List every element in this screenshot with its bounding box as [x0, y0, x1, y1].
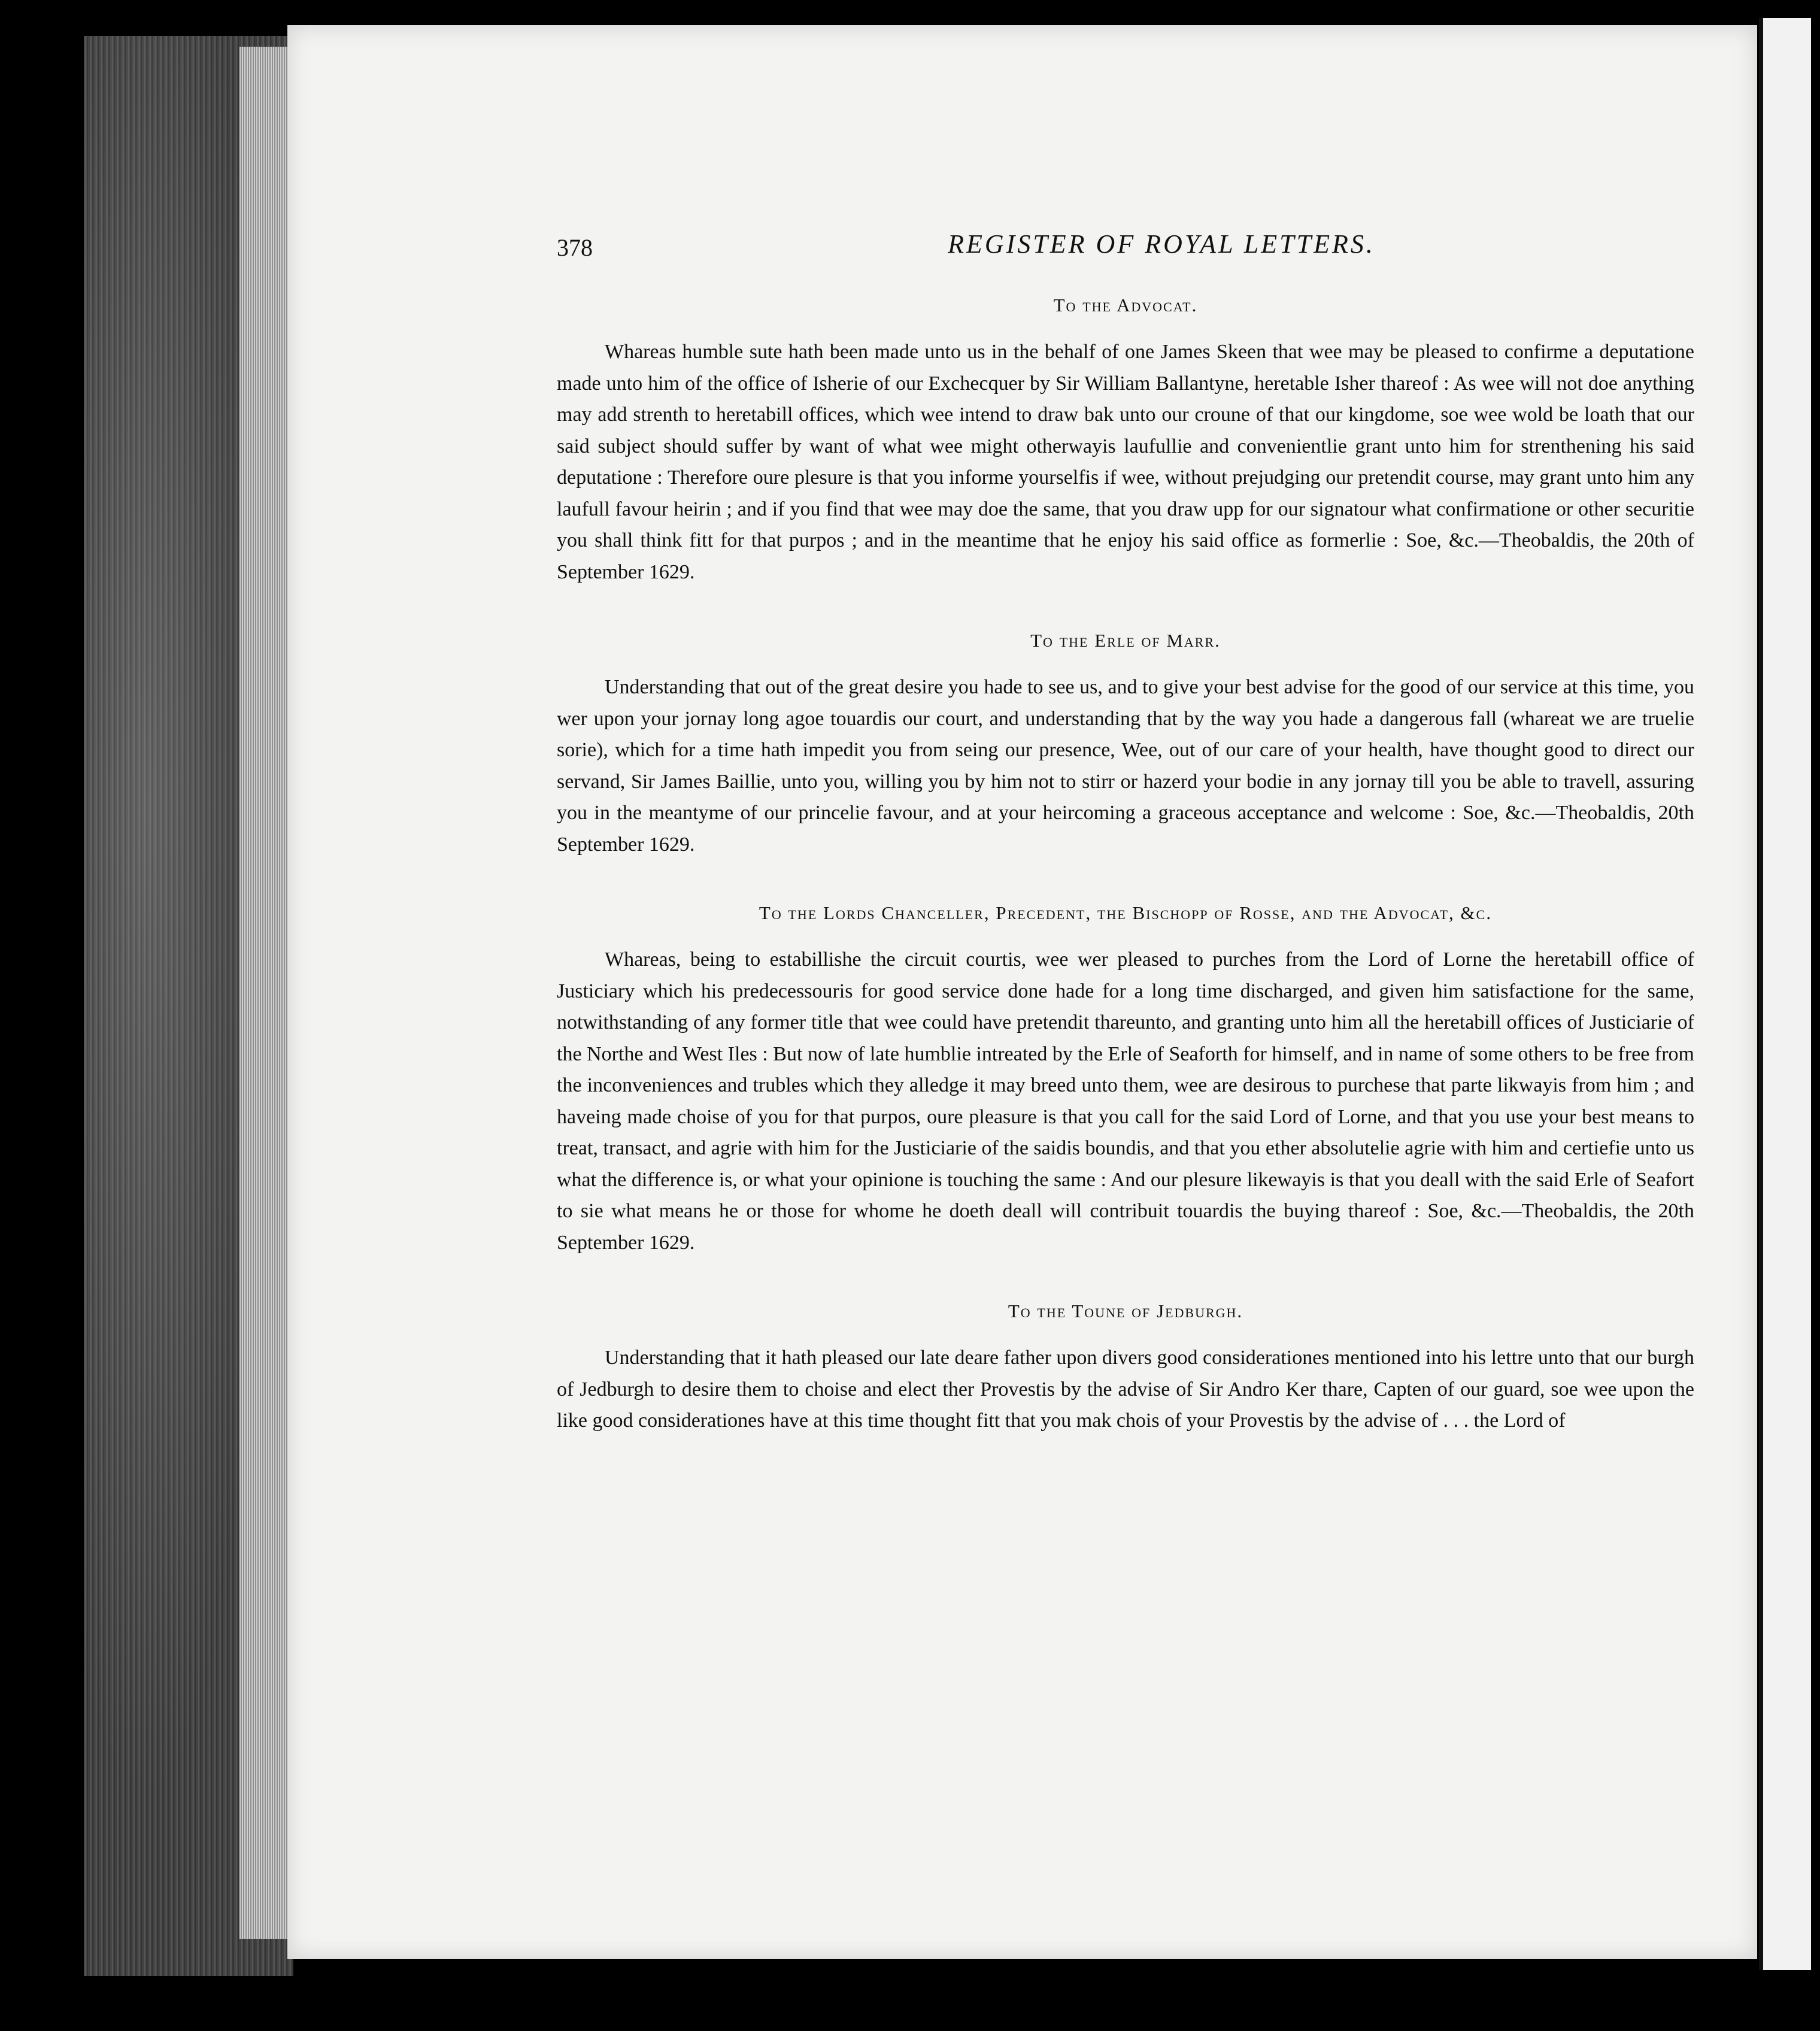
- printed-page: [287, 25, 1757, 1959]
- facing-page-sliver: [1763, 18, 1811, 1970]
- section-heading: To the Advocat.: [1053, 295, 1198, 316]
- section-paragraph: Whareas humble sute hath been made unto us in the behalf of one James Skeen that wee may be pleased to confirme a deputatione made unto him of the office of Isherie of our Exchecquer by Sir William Ballantyne, heretable Isher thareof : As wee will not doe anything may add strenth to heretabill offices, which wee intend to draw bak unto our croune of that our kingdome, soe wee wold be loath that our said subject should suffer by want of what wee might otherwayis laufullie and convenientlie grant unto him for strenthening his said deputatione : Therefore oure plesure is that you informe yourselfis if wee, without prejudging our pretendit course, may grant unto him any laufull favour heirin ; and if you find that wee may doe the same, that you draw upp for our signatour what confirmatione or other securitie you shall think fitt for that purpos ; and in the meantime that he enjoy his said office as formerlie : Soe, &c.—Theobaldis, the 20th of September 1629.: [557, 341, 1694, 583]
- section-heading: To the Toune of Jedburgh.: [1008, 1301, 1243, 1321]
- page-number: 378: [557, 234, 593, 261]
- letter-section: [557, 1301, 1694, 1437]
- section-paragraph: Understanding that out of the great desire you hade to see us, and to give your best advise for the good of our service at this time, you wer upon your jornay long agoe touardis our court, and understanding that by the way you hade a dangerous fall (whareat we are truelie sorie), which for a time hath impedit you from seing our presence, Wee, out of our care of your health, have thought good to direct our servand, Sir James Baillie, unto you, willing you by him not to stirr or hazerd your bodie in any jornay till you be able to travell, assuring you in the meantyme of our princelie favour, and at your heircoming a graceous acceptance and welcome : Soe, &c.—Theobaldis, 20th September 1629.: [557, 676, 1694, 856]
- page-text-block: [557, 229, 1694, 1437]
- section-heading: To the Lords Chanceller, Precedent, the Bischopp of Rosse, and the Advocat, &c.: [759, 902, 1493, 923]
- letter-section: [557, 630, 1694, 860]
- running-head: [557, 229, 1694, 277]
- section-paragraph: Whareas, being to estabillishe the circuit courtis, wee wer pleased to purches from the Lord of Lorne the heretabill office of Justiciary which his predecessouris for good service done hade for a long time discharged, and given him satisfactione for the same, notwithstanding of any former title that wee could have pretendit thareunto, and granting unto him all the heretabill offices of Justiciarie of the Northe and West Iles : But now of late humblie intreated by the Erle of Seaforth for himself, and in name of some others to be free from the inconveniences and trubles which they alledge it may breed unto them, wee are desirous to purchese that parte likwayis from him ; and haveing made choise of you for that purpos, oure pleasure is that you call for the said Lord of Lorne, and that you use your best means to treat, transact, and agrie with him for the Justiciarie of the saidis boundis, and that you ether absolutelie agrie with him and certiefie unto us what the difference is, or what your opinione is touching the same : And our plesure likewayis is that you deall with the said Erle of Seafort to sie what means he or those for whome he doeth deall will contribuit touardis the buying thareof : Soe, &c.—Theobaldis, the 20th September 1629.: [557, 948, 1694, 1254]
- letter-section: [557, 902, 1694, 1259]
- letter-section: [557, 295, 1694, 588]
- section-paragraph: Understanding that it hath pleased our late deare father upon divers good considerationes mentioned into his lettre unto that our burgh of Jedburgh to desire them to choise and elect ther Provestis by the advise of Sir Andro Ker thare, Capten of our guard, soe wee upon the like good considerationes have at this time thought fitt that you mak chois of your Provestis by the advise of . . . the Lord of: [557, 1347, 1694, 1432]
- running-title: REGISTER OF ROYAL LETTERS.: [948, 229, 1375, 259]
- section-heading: To the Erle of Marr.: [1030, 630, 1221, 651]
- page-stack-edge: [239, 47, 287, 1939]
